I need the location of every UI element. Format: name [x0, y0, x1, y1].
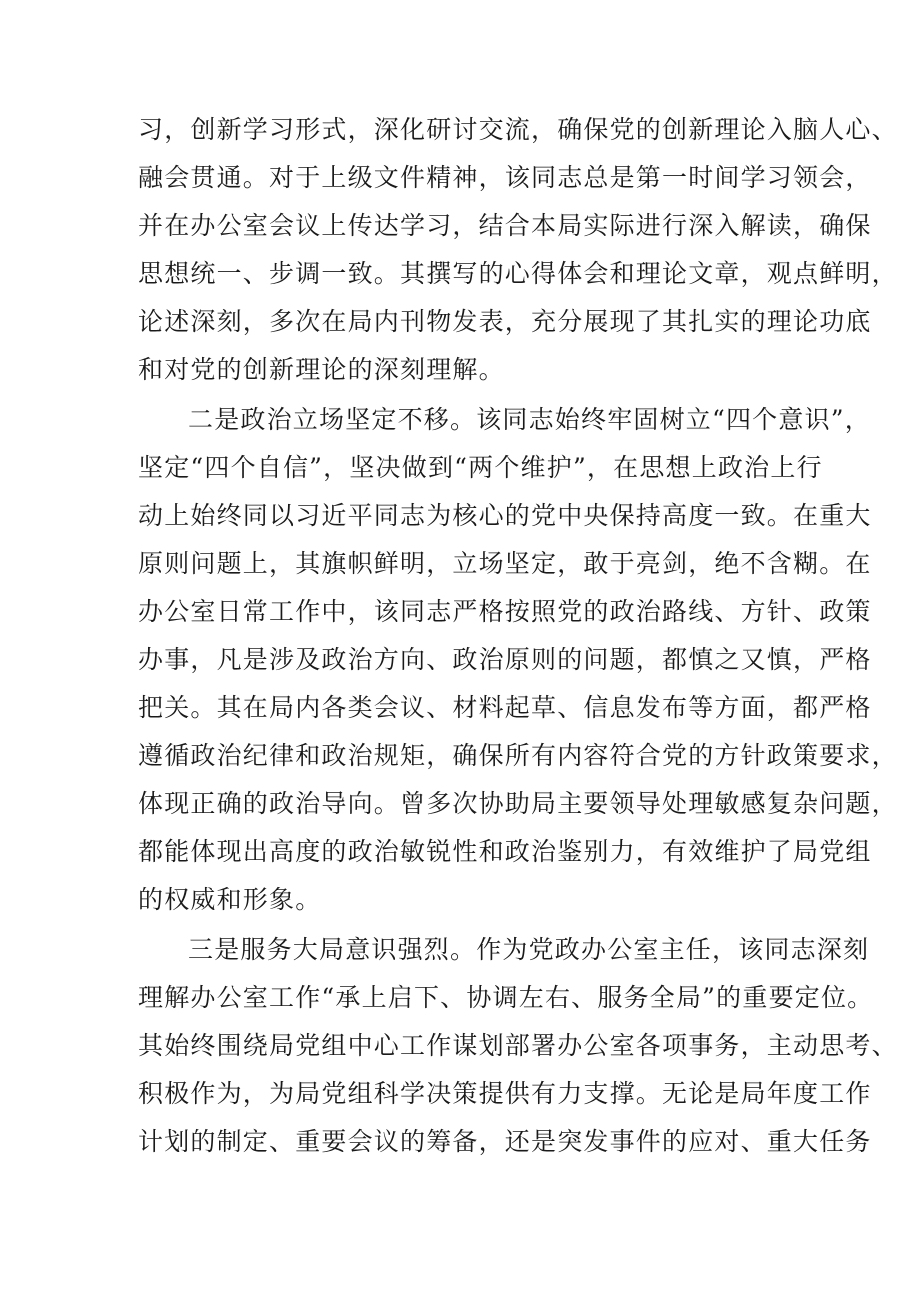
paragraph-2-line-4: 原则问题上，其旗帜鲜明，立场坚定，敢于亮剑，绝不含糊。在	[138, 549, 872, 578]
paragraph-2-line-9: 体现正确的政治导向。曾多次协助局主要领导处理敏感复杂问题，	[138, 789, 898, 818]
paragraph-3-line-5: 计划的制定、重要会议的筹备，还是突发事件的应对、重大任务	[138, 1127, 872, 1156]
paragraph-1-line-2: 融会贯通。对于上级文件精神，该同志总是第一时间学习领会，	[138, 163, 872, 192]
paragraph-2-line-2: 坚定“四个自信”，坚决做到“两个维护”，在思想上政治上行	[138, 453, 823, 482]
paragraph-2-line-11: 的权威和形象。	[138, 885, 322, 914]
paragraph-3-line-4: 积极作为，为局党组科学决策提供有力支撑。无论是局年度工作	[138, 1079, 872, 1108]
paragraph-3-line-3: 其始终围绕局党组中心工作谋划部署办公室各项事务，主动思考、	[138, 1031, 898, 1060]
paragraph-2-line-6: 办事，凡是涉及政治方向、政治原则的问题，都慎之又慎，严格	[138, 645, 872, 674]
paragraph-1-line-1: 习，创新学习形式，深化研讨交流，确保党的创新理论入脑人心、	[138, 115, 898, 144]
paragraph-2-line-1: 二是政治立场坚定不移。该同志始终牢固树立“四个意识”，	[188, 405, 871, 434]
paragraph-3-line-2: 理解办公室工作“承上启下、协调左右、服务全局”的重要定位。	[138, 983, 874, 1012]
paragraph-2-line-10: 都能体现出高度的政治敏锐性和政治鉴别力，有效维护了局党组	[138, 837, 872, 866]
paragraph-2-line-7: 把关。其在局内各类会议、材料起草、信息发布等方面，都严格	[138, 693, 872, 722]
paragraph-1-line-5: 论述深刻，多次在局内刊物发表，充分展现了其扎实的理论功底	[138, 307, 872, 336]
paragraph-2-line-8: 遵循政治纪律和政治规矩，确保所有内容符合党的方针政策要求，	[138, 741, 898, 770]
paragraph-2-line-3: 动上始终同以习近平同志为核心的党中央保持高度一致。在重大	[138, 501, 872, 530]
paragraph-2-line-5: 办公室日常工作中，该同志严格按照党的政治路线、方针、政策	[138, 597, 872, 626]
paragraph-3-line-1: 三是服务大局意识强烈。作为党政办公室主任，该同志深刻	[188, 935, 870, 964]
paragraph-1-line-6: 和对党的创新理论的深刻理解。	[138, 355, 505, 384]
paragraph-1-line-3: 并在办公室会议上传达学习，结合本局实际进行深入解读，确保	[138, 211, 872, 240]
paragraph-1-line-4: 思想统一、步调一致。其撰写的心得体会和理论文章，观点鲜明，	[138, 259, 898, 288]
